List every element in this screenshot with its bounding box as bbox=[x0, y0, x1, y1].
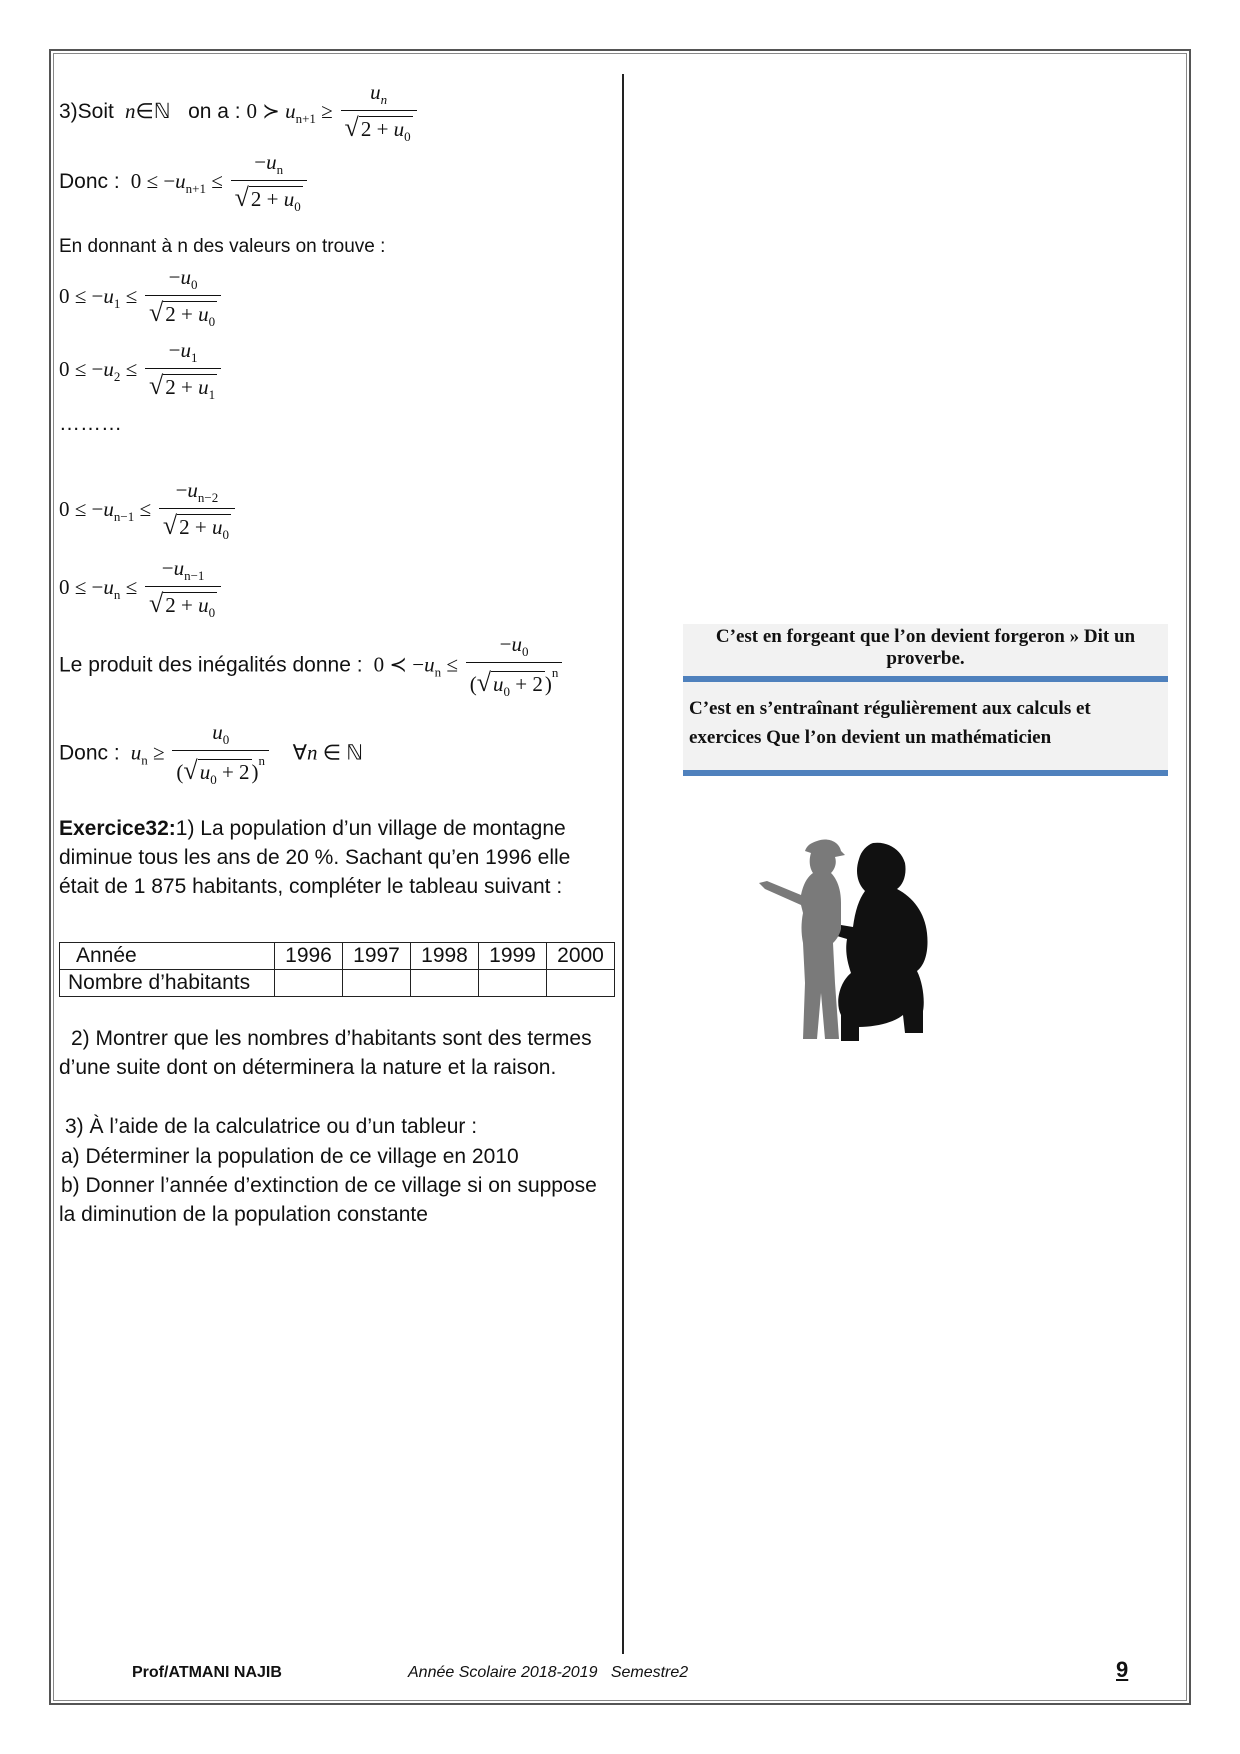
product-text: Le produit des inégalités donne : bbox=[59, 653, 363, 677]
table-year-cell: 1998 bbox=[411, 943, 479, 970]
conclusion-line: Donc : $u_n$ ≥ $\frac{u_0}{(√u_0 + 2)^n}$ ∀n ∈ ℕ bbox=[59, 720, 364, 787]
footer-author: Prof/ATMANI NAJIB bbox=[132, 1664, 282, 1681]
exercise-q1-text: 1) La population d’un village de montagne diminue tous les ans de 20 %. Sachant qu’en 1996 elle était de 1 875 habitants, compléter le tableau suivant : bbox=[59, 817, 571, 898]
page-number: 9 bbox=[1116, 1657, 1129, 1682]
inequality-un: $0 \le -u_n$ ≤ $\frac{-u_{n-1}}{√2 + u_0}$ bbox=[59, 556, 223, 621]
table-header-label: Année bbox=[60, 943, 275, 970]
exercise-q2: 2) Montrer que les nombres d’habitants sont des termes d’une suite dont on déterminera la nature et la raison. bbox=[59, 1027, 592, 1079]
quote-divider-bottom bbox=[683, 770, 1168, 776]
inequality-u2: $0 \le -u_2$ ≤ $\frac{-u_1}{√2 + u_1}$ bbox=[59, 338, 223, 403]
product-line: Le produit des inégalités donne : 0 ≺ $-u_n$ ≤ $\frac{-u_0}{(√u_0 + 2)^n}$ bbox=[59, 632, 564, 700]
donc-text: Donc : bbox=[59, 170, 120, 194]
exercise-q3b: b) Donner l’année d’extinction de ce village si on suppose la diminution de la population constante bbox=[59, 1174, 597, 1226]
formula-n-in-N: n bbox=[119, 99, 136, 124]
formula-fraction: $\frac{u_n}{√2 + u_0}$ bbox=[341, 80, 417, 145]
donc2-text: Donc : bbox=[59, 741, 120, 765]
exercise-q3a: a) Déterminer la population de ce village en 2010 bbox=[61, 1145, 519, 1168]
child-silhouette bbox=[759, 839, 845, 1039]
ellipsis: ……… bbox=[59, 412, 122, 435]
table-year-cell: 1996 bbox=[275, 943, 343, 970]
population-table bbox=[59, 942, 615, 997]
quote-proverb: C’est en forgeant que l’on devient forgeron » Dit un proverbe. bbox=[715, 626, 1136, 669]
table-empty-cell[interactable] bbox=[547, 970, 615, 997]
table-empty-cell[interactable] bbox=[275, 970, 343, 997]
exercise-q3: 3) À l’aide de la calculatrice ou d’un tableur : bbox=[65, 1115, 478, 1138]
quote-divider-top bbox=[683, 676, 1168, 682]
table-empty-cell[interactable] bbox=[411, 970, 479, 997]
adult-silhouette bbox=[827, 843, 928, 1041]
table-empty-cell[interactable] bbox=[343, 970, 411, 997]
teacher-child-silhouette-illustration bbox=[755, 833, 965, 1043]
table-row-label: Nombre d’habitants bbox=[60, 970, 275, 997]
statement-line: 3)Soit n∈ℕ on a : 0 ≻ $u_{n+1}$ ≥ $\frac{u_n}{√2 + u_0}$ bbox=[59, 80, 419, 145]
giving-values-text: En donnant à n des valeurs on trouve : bbox=[59, 236, 386, 257]
table-empty-cell[interactable] bbox=[479, 970, 547, 997]
quote-box bbox=[683, 624, 1168, 776]
table-row bbox=[60, 943, 615, 970]
formula-fraction: $\frac{-u_n}{√2 + u_0}$ bbox=[231, 150, 307, 215]
donc-line: Donc : $0 \le -u_{n+1}$ ≤ $\frac{-u_n}{√2 + u_0}$ bbox=[59, 150, 309, 215]
inequality-un-1: $0 \le -u_{n-1}$ ≤ $\frac{-u_{n-2}}{√2 + u_0}$ bbox=[59, 478, 237, 543]
soit-text: 3)Soit bbox=[59, 100, 114, 124]
exercise-q1 bbox=[59, 814, 615, 901]
quote-motivation: C’est en s’entraînant régulièrement aux calculs et exercices Que l’on devient un mathématicien bbox=[689, 698, 1091, 748]
on-a-text: on a : bbox=[188, 100, 241, 124]
column-divider bbox=[622, 74, 624, 1654]
inequality-u1: $0 \le -u_1$ ≤ $\frac{-u_0}{√2 + u_0}$ bbox=[59, 265, 223, 330]
table-year-cell: 2000 bbox=[547, 943, 615, 970]
table-year-cell: 1999 bbox=[479, 943, 547, 970]
table-row bbox=[60, 970, 615, 997]
footer-school-year: Année Scolaire 2018-2019 Semestre2 bbox=[408, 1664, 689, 1681]
exercise-title: Exercice32: bbox=[59, 817, 176, 840]
table-year-cell: 1997 bbox=[343, 943, 411, 970]
